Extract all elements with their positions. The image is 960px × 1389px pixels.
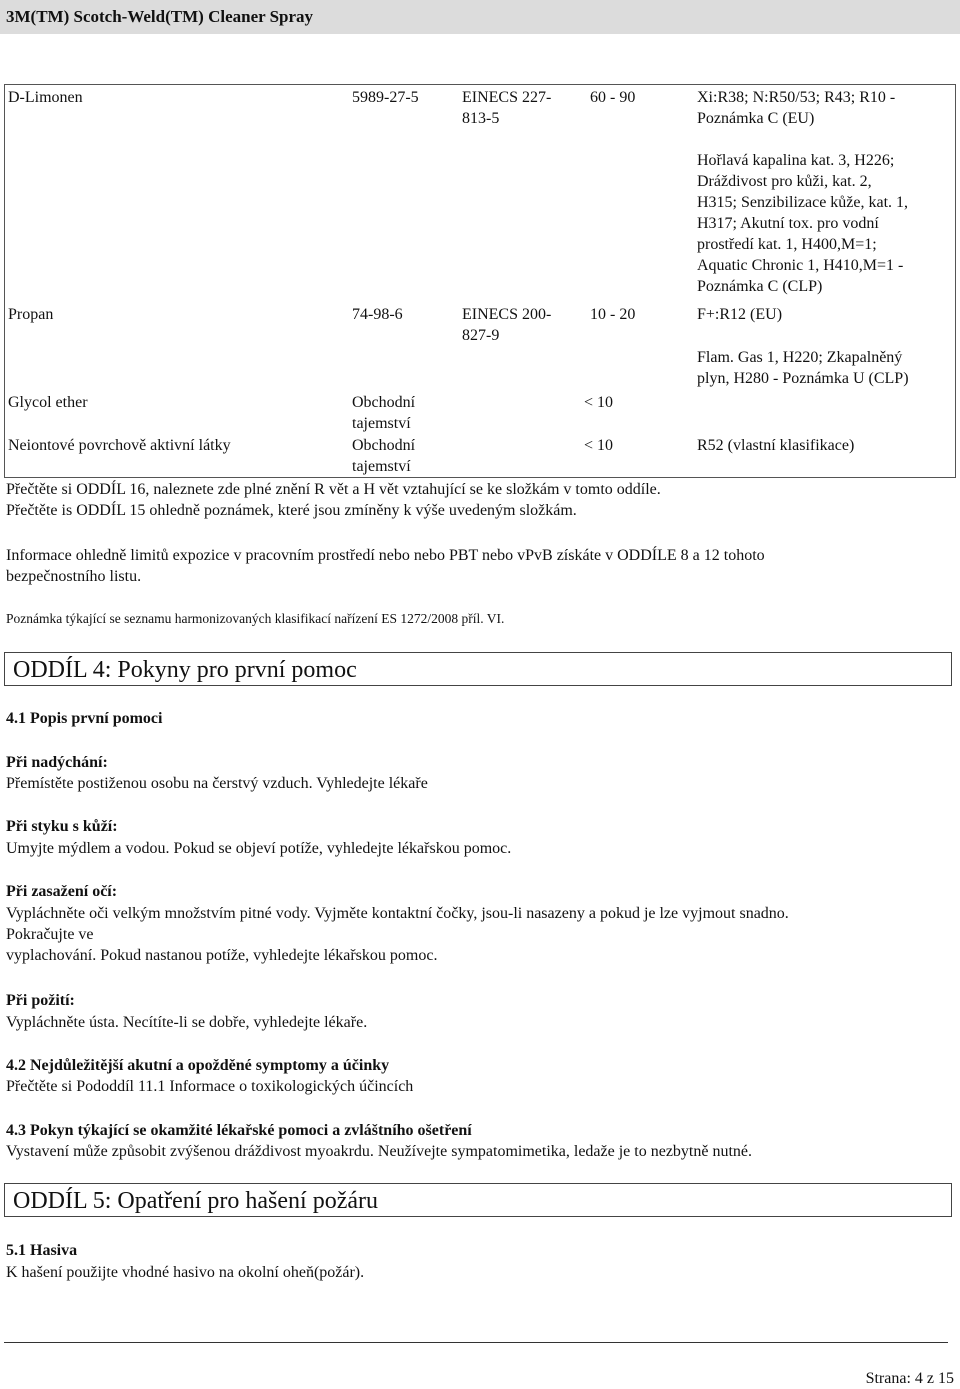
footer-rule xyxy=(4,1342,948,1343)
classification-line: Xi:R38; N:R50/53; R43; R10 - xyxy=(697,89,896,106)
component-name: Propan xyxy=(8,306,54,323)
cas-number-cont: tajemství xyxy=(352,415,411,432)
subsection-heading: 4.1 Popis první pomoci xyxy=(6,710,163,727)
label-eye: Při zasažení očí: xyxy=(6,883,118,900)
classification-line: plyn, H280 - Poznámka U (CLP) xyxy=(697,370,909,387)
text-symptoms: Přečtěte si Pododdíl 11.1 Informace o toxikologických účincích xyxy=(6,1078,414,1095)
classification-line: Flam. Gas 1, H220; Zkapalněný xyxy=(697,349,903,366)
ec-number-cont: 827-9 xyxy=(462,327,500,344)
classification-line: Dráždivost pro kůži, kat. 2, xyxy=(697,173,872,190)
harmonized-note: Poznámka týkající se seznamu harmonizovaných klasifikací nařízení ES 1272/2008 příl. VI. xyxy=(6,611,505,626)
label-skin: Při styku s kůží: xyxy=(6,818,118,835)
cas-number: Obchodní xyxy=(352,437,416,454)
section-title: ODDÍL 4: Pokyny pro první pomoc xyxy=(13,657,357,683)
concentration: < 10 xyxy=(584,394,614,411)
page-number: Strana: 4 z 15 xyxy=(865,1370,954,1387)
concentration: < 10 xyxy=(584,437,614,454)
classification-line: Hořlavá kapalina kat. 3, H226; xyxy=(697,152,895,169)
classification-line: R52 (vlastní klasifikace) xyxy=(697,437,855,454)
table-note: Přečtěte si ODDÍL 16, naleznete zde plné znění R vět a H vět vztahující se ke složkám v tomto oddíle. xyxy=(6,481,661,498)
subsection-heading: 4.2 Nejdůležitější akutní a opožděné symptomy a účinky xyxy=(6,1057,390,1074)
classification-line: F+:R12 (EU) xyxy=(697,306,783,323)
document-title: 3M(TM) Scotch-Weld(TM) Cleaner Spray xyxy=(6,7,314,26)
section-heading-4 xyxy=(4,652,952,686)
ec-number: EINECS 227- xyxy=(462,89,552,106)
text-eye: Pokračujte ve xyxy=(6,926,94,943)
component-name: Glycol ether xyxy=(8,394,88,411)
cas-number: Obchodní xyxy=(352,394,416,411)
classification-line: Poznámka C (CLP) xyxy=(697,278,823,295)
text-eye: vyplachování. Pokud nastanou potíže, vyhledejte lékařskou pomoc. xyxy=(6,947,438,964)
table-note: Přečtěte is ODDÍL 15 ohledně poznámek, které jsou zmíněny k výše uvedeným složkám. xyxy=(6,502,577,519)
label-inhalation: Při nadýchání: xyxy=(6,754,108,771)
subsection-heading: 5.1 Hasiva xyxy=(6,1242,78,1259)
classification-line: H317; Akutní tox. pro vodní xyxy=(697,215,879,232)
concentration: 10 - 20 xyxy=(590,306,636,323)
classification-line: H315; Senzibilizace kůže, kat. 1, xyxy=(697,194,909,211)
text-skin: Umyjte mýdlem a vodou. Pokud se objeví potíže, vyhledejte lékařskou pomoc. xyxy=(6,840,512,857)
label-ingestion: Při požití: xyxy=(6,992,75,1009)
text-inhalation: Přemístěte postiženou osobu na čerstvý vzduch. Vyhledejte lékaře xyxy=(6,775,428,792)
text-extinguishing: K hašení použijte vhodné hasivo na okolní oheň(požár). xyxy=(6,1264,365,1281)
concentration: 60 - 90 xyxy=(590,89,636,106)
section-title: ODDÍL 5: Opatření pro hašení požáru xyxy=(13,1188,378,1214)
subsection-heading: 4.3 Pokyn týkající se okamžité lékařské pomoci a zvláštního ošetření xyxy=(6,1122,472,1139)
ec-number: EINECS 200- xyxy=(462,306,552,323)
ec-number-cont: 813-5 xyxy=(462,110,500,127)
component-name: D-Limonen xyxy=(8,89,83,106)
cas-number-cont: tajemství xyxy=(352,458,411,475)
classification-line: Aquatic Chronic 1, H410,M=1 - xyxy=(697,257,904,274)
text-eye: Vypláchněte oči velkým množstvím pitné vody. Vyjměte kontaktní čočky, jsou-li nasazeny a pokud je lze vyjmout snadno. xyxy=(6,905,789,922)
section-heading-5 xyxy=(4,1183,952,1217)
classification-line: prostředí kat. 1, H400,M=1; xyxy=(697,236,877,253)
component-name: Neiontové povrchově aktivní látky xyxy=(8,437,231,454)
exposure-info: Informace ohledně limitů expozice v pracovním prostředí nebo nebo PBT nebo vPvB získáte v ODDÍLE 8 a 12 tohoto xyxy=(6,547,765,564)
cas-number: 5989-27-5 xyxy=(352,89,419,106)
cas-number: 74-98-6 xyxy=(352,306,403,323)
text-medical-attention: Vystavení může způsobit zvýšenou dráždivost myoakrdu. Neužívejte sympatomimetika, ledaže je to nezbytně nutné. xyxy=(6,1143,753,1160)
exposure-info: bezpečnostního listu. xyxy=(6,568,142,585)
text-ingestion: Vypláchněte ústa. Necítíte-li se dobře, vyhledejte lékaře. xyxy=(6,1014,368,1031)
classification-line: Poznámka C (EU) xyxy=(697,110,815,127)
document-header xyxy=(0,0,960,34)
